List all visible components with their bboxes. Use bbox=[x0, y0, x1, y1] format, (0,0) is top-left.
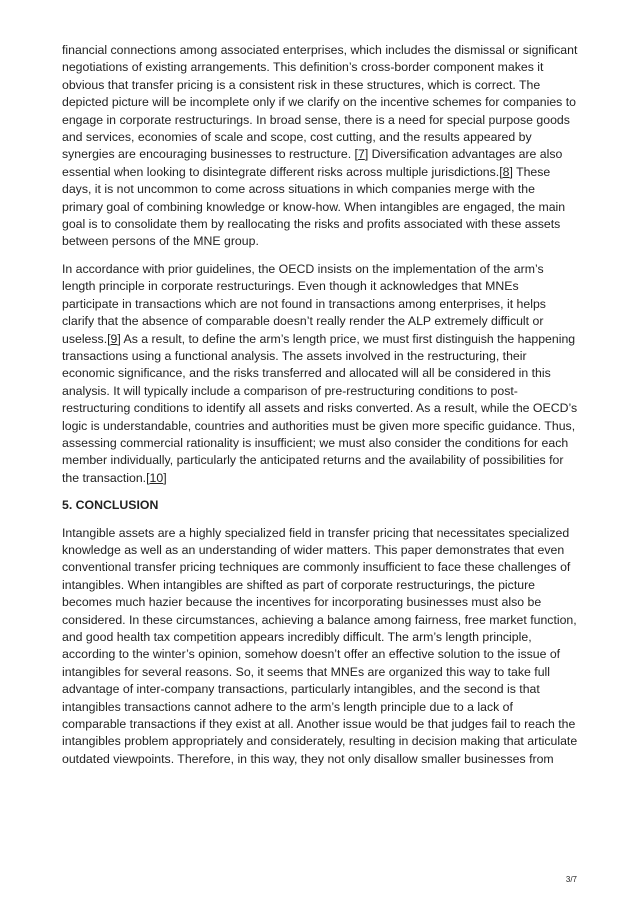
footnote-link-9[interactable]: 9 bbox=[110, 331, 118, 346]
paragraph-text: ] These days, it is not uncommon to come across situations in which companies merge with the primary goal of combining knowledge or know-how. When intangibles are engaged, the main goal is to consolidate them by reallocating the risks and profits associated with these assets between persons of the MNE group. bbox=[62, 164, 566, 249]
paragraph-text: ] Diversification advantages are also essential when looking to disintegrate different risks across multiple jurisdictions.[ bbox=[62, 147, 563, 179]
paragraph-conclusion: Intangible assets are a highly specialized field in transfer pricing that necessitates specialized knowledge as well as an understanding of wider matters. This paper demonstrates that even conventional transfer pricing techniques are commonly insufficient to face these challenges of intangibles. When intangibles are shifted as part of corporate restructurings, the picture becomes much hazier because the incentives for incorporating businesses must also be considered. In these circumstances, achieving a balance among fairness, free market function, and good health tax competition appears incredibly difficult. The arm’s length principle, according to the winter’s opinion, somehow doesn’t offer an effective solution to the issue of intangibles for several reasons. So, it seems that MNEs are organized this way to take full advantage of inter-company transactions, particularly intangibles, and the second is that intangibles transactions cannot adhere to the arm’s length principle due to a lack of comparable transactions if they exist at all. Another issue would be that judges fail to reach the intangibles problem appropriately and considerately, resulting in decision making that articulate outdated viewpoints. Therefore, in this way, they not only disallow smaller businesses from bbox=[62, 525, 578, 766]
paragraph-text: In accordance with prior guidelines, the OECD insists on the implementation of the arm’s length principle in corporate restructurings. Even though it acknowledges that MNEs participate in transactions which are not found in transactions among enterprises, it helps clarify that the absence of comparable doesn’t really render the ALP extremely difficult or useless.[ bbox=[62, 261, 546, 346]
footnote-link-8[interactable]: 8 bbox=[502, 164, 510, 179]
section-heading-conclusion: 5. CONCLUSION bbox=[62, 498, 159, 513]
page-number: 3/7 bbox=[565, 875, 577, 884]
document-body bbox=[62, 42, 578, 778]
paragraph-text: ] As a result, to define the arm’s length price, we must first distinguish the happening transactions using a functional analysis. The assets involved in the restructuring, their economic significance, and the risks transferred and allocated will all be considered in this analysis. It will typically include a comparison of pre-restructuring conditions to post-restructuring conditions to identify all assets and risks converted. As a result, while the OECD’s logic is understandable, countries and authorities must be given more specific guidance. Thus, assessing commercial rationality is insufficient; we must also consider the conditions for each member individually, particularly the anticipated returns and the availability of possibilities for the transaction.[ bbox=[62, 331, 578, 485]
paragraph-text: financial connections among associated enterprises, which includes the dismissal or significant negotiations of existing arrangements. This definition’s cross-border component makes it obvious that transfer pricing is a consistent risk in these structures, which is correct. The depicted picture will be incomplete only if we clarify on the incentive schemes for companies to engage in corporate restructurings. In broad sense, there is a need for special purpose goods and services, economies of scale and scope, cost cutting, and the results appeared by synergies are encouraging businesses to restructure. [ bbox=[62, 43, 578, 162]
footnote-link-7[interactable]: 7 bbox=[357, 147, 365, 162]
footnote-link-10[interactable]: 10 bbox=[149, 470, 164, 485]
paragraph-text: ] bbox=[163, 470, 167, 485]
paragraph-oecd-guidelines bbox=[62, 261, 578, 487]
paragraph-restructuring-incentives bbox=[62, 42, 578, 251]
